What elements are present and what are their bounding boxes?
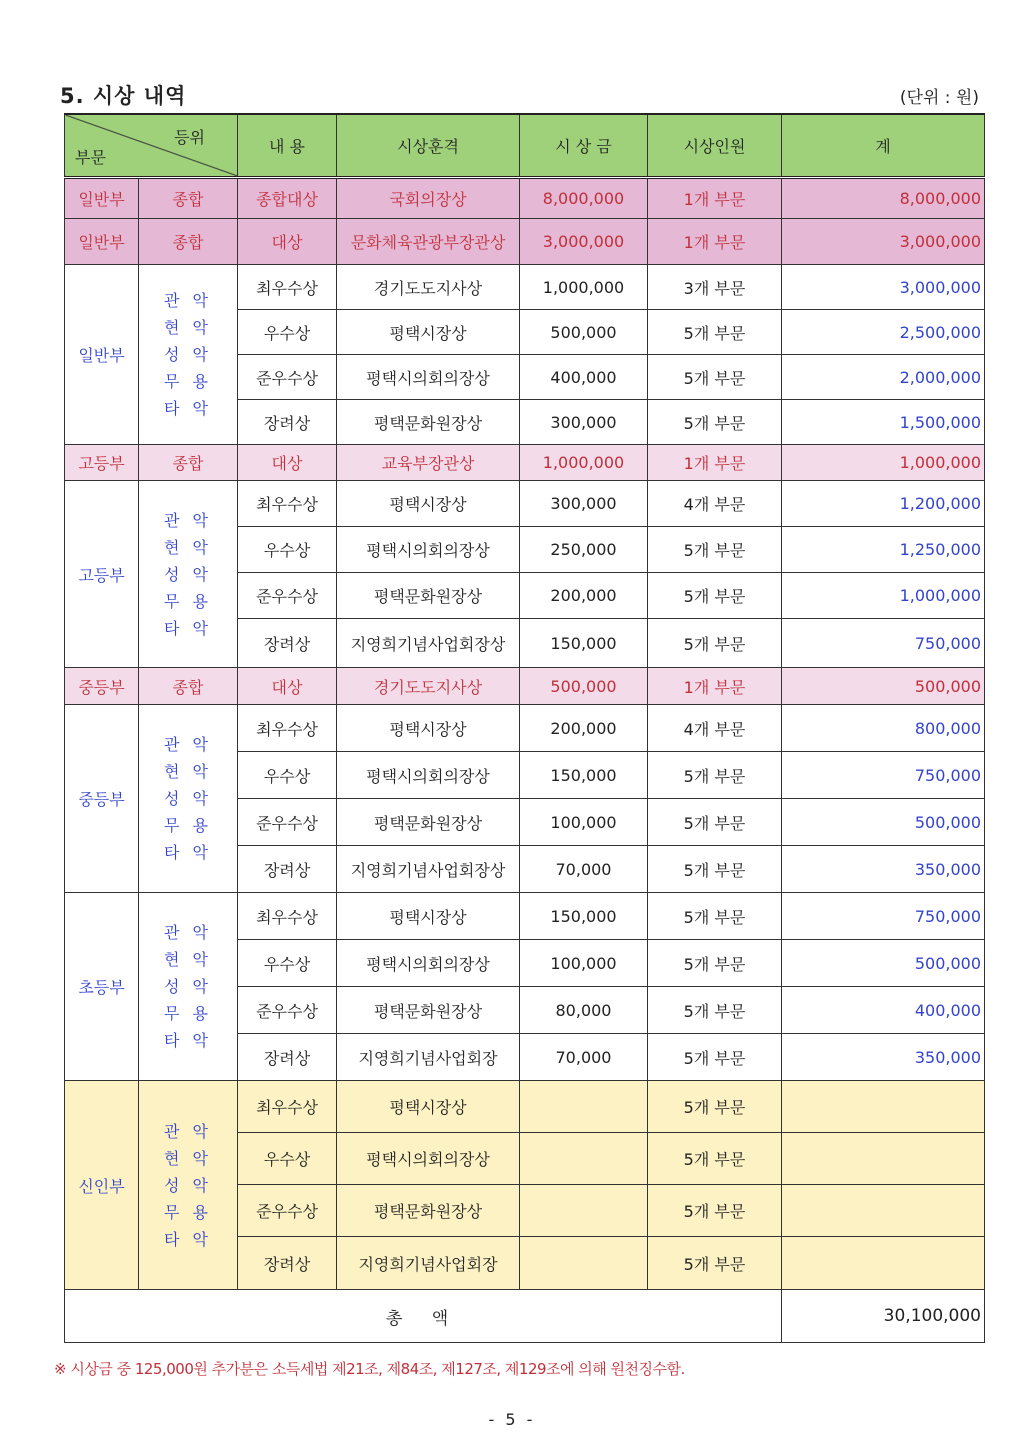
footnote: ※ 시상금 중 125,000원 추가분은 소득세법 제21조, 제84조, 제127조, 제129조에 의해 원천징수함. <box>54 1360 685 1378</box>
award-cell: 경기도도지사상 <box>337 668 520 705</box>
table-row <box>65 445 985 481</box>
division-cell: 일반부 <box>65 265 139 445</box>
subject-item: 현 악 <box>164 318 212 337</box>
count-cell: 1개 부문 <box>648 178 782 219</box>
awards-table <box>64 113 985 1343</box>
total-cell: 2,000,000 <box>782 355 985 400</box>
division-cell: 일반부 <box>65 219 139 265</box>
prize-cell: 150,000 <box>520 893 648 940</box>
header-total: 계 <box>782 114 985 178</box>
count-cell: 5개 부문 <box>648 799 782 846</box>
subjects-cell <box>139 705 238 893</box>
prize-cell: 250,000 <box>520 527 648 573</box>
content-cell: 장려상 <box>238 846 337 893</box>
count-cell: 1개 부문 <box>648 219 782 265</box>
award-cell: 평택시장상 <box>337 893 520 940</box>
subject-item: 무 용 <box>164 372 212 391</box>
subject-item: 성 악 <box>164 977 212 996</box>
prize-cell <box>520 1237 648 1290</box>
award-cell: 평택시장상 <box>337 705 520 752</box>
content-cell: 준우수상 <box>238 573 337 619</box>
total-cell: 500,000 <box>782 799 985 846</box>
prize-cell: 150,000 <box>520 752 648 799</box>
count-cell: 5개 부문 <box>648 987 782 1034</box>
subject-item: 현 악 <box>164 950 212 969</box>
subjects-cell <box>139 893 238 1081</box>
header-content: 내 용 <box>238 114 337 178</box>
content-cell: 우수상 <box>238 527 337 573</box>
division-cell: 고등부 <box>65 481 139 668</box>
content-cell: 장려상 <box>238 1034 337 1081</box>
subject-item: 타 악 <box>164 1031 212 1050</box>
content-cell: 우수상 <box>238 1133 337 1185</box>
header-prize: 시 상 금 <box>520 114 648 178</box>
award-cell: 국회의장상 <box>337 178 520 219</box>
subject-item: 타 악 <box>164 618 212 638</box>
total-cell: 8,000,000 <box>782 178 985 219</box>
table-row <box>65 893 985 940</box>
header-grade: 등위 <box>174 128 205 147</box>
award-cell: 평택시의회의장상 <box>337 527 520 573</box>
subject-item: 관 악 <box>164 1121 212 1141</box>
total-cell: 750,000 <box>782 752 985 799</box>
header-grade-division <box>65 114 238 178</box>
content-cell: 최우수상 <box>238 481 337 527</box>
total-cell: 800,000 <box>782 705 985 752</box>
division-cell: 신인부 <box>65 1081 139 1290</box>
prize-cell: 1,000,000 <box>520 445 648 481</box>
content-cell: 장려상 <box>238 1237 337 1290</box>
total-cell: 500,000 <box>782 940 985 987</box>
header-award: 시상훈격 <box>337 114 520 178</box>
subject-item: 관 악 <box>164 735 212 754</box>
count-cell: 5개 부문 <box>648 1133 782 1185</box>
prize-cell: 200,000 <box>520 573 648 619</box>
prize-cell: 1,000,000 <box>520 265 648 310</box>
header-division: 부문 <box>75 148 106 167</box>
count-cell: 5개 부문 <box>648 310 782 355</box>
subject-item: 성 악 <box>164 789 212 808</box>
award-cell: 지영희기념사업회장 <box>337 1237 520 1290</box>
prize-cell: 70,000 <box>520 1034 648 1081</box>
content-cell: 최우수상 <box>238 705 337 752</box>
grade-cell: 종합 <box>139 668 238 705</box>
subject-item: 무 용 <box>164 1202 212 1222</box>
table-row <box>65 668 985 705</box>
table-row <box>65 265 985 310</box>
prize-cell: 500,000 <box>520 310 648 355</box>
award-cell: 평택시장상 <box>337 481 520 527</box>
count-cell: 5개 부문 <box>648 355 782 400</box>
prize-cell: 300,000 <box>520 400 648 445</box>
content-cell: 최우수상 <box>238 1081 337 1133</box>
content-cell: 우수상 <box>238 310 337 355</box>
grand-total-label: 총 액 <box>65 1290 782 1343</box>
total-cell: 1,200,000 <box>782 481 985 527</box>
content-cell: 준우수상 <box>238 799 337 846</box>
prize-cell: 8,000,000 <box>520 178 648 219</box>
total-cell: 400,000 <box>782 987 985 1034</box>
prize-cell: 300,000 <box>520 481 648 527</box>
count-cell: 5개 부문 <box>648 846 782 893</box>
award-cell: 평택시의회의장상 <box>337 940 520 987</box>
content-cell: 장려상 <box>238 619 337 668</box>
total-cell: 3,000,000 <box>782 219 985 265</box>
total-cell <box>782 1133 985 1185</box>
count-cell: 5개 부문 <box>648 1034 782 1081</box>
prize-cell <box>520 1185 648 1237</box>
award-cell: 지영희기념사업회장상 <box>337 619 520 668</box>
grade-cell: 종합 <box>139 178 238 219</box>
total-cell: 1,250,000 <box>782 527 985 573</box>
subject-item: 현 악 <box>164 762 212 781</box>
subject-item: 관 악 <box>164 923 212 942</box>
division-cell: 초등부 <box>65 893 139 1081</box>
subject-item: 성 악 <box>164 1175 212 1195</box>
division-cell: 일반부 <box>65 178 139 219</box>
count-cell: 5개 부문 <box>648 1081 782 1133</box>
total-cell: 350,000 <box>782 1034 985 1081</box>
grand-total-value: 30,100,000 <box>782 1290 985 1343</box>
count-cell: 5개 부문 <box>648 1237 782 1290</box>
award-cell: 평택시장상 <box>337 310 520 355</box>
prize-cell: 80,000 <box>520 987 648 1034</box>
award-cell: 문화체육관광부장관상 <box>337 219 520 265</box>
total-cell <box>782 1081 985 1133</box>
award-cell: 평택시장상 <box>337 1081 520 1133</box>
total-cell: 750,000 <box>782 893 985 940</box>
count-cell: 5개 부문 <box>648 573 782 619</box>
subject-item: 타 악 <box>164 399 212 418</box>
table-row <box>65 219 985 265</box>
award-cell: 평택문화원장상 <box>337 573 520 619</box>
division-cell: 중등부 <box>65 705 139 893</box>
prize-cell: 500,000 <box>520 668 648 705</box>
count-cell: 5개 부문 <box>648 1185 782 1237</box>
subject-item: 관 악 <box>164 510 212 530</box>
subjects-cell <box>139 1081 238 1290</box>
division-cell: 중등부 <box>65 668 139 705</box>
prize-cell: 100,000 <box>520 799 648 846</box>
table-row <box>65 705 985 752</box>
content-cell: 대상 <box>238 668 337 705</box>
total-cell: 1,500,000 <box>782 400 985 445</box>
grade-cell: 종합 <box>139 445 238 481</box>
content-cell: 대상 <box>238 219 337 265</box>
content-cell: 준우수상 <box>238 1185 337 1237</box>
grand-total-row <box>65 1290 985 1343</box>
section-title: 5. 시상 내역 <box>60 84 187 108</box>
content-cell: 최우수상 <box>238 893 337 940</box>
table-row <box>65 178 985 219</box>
count-cell: 4개 부문 <box>648 481 782 527</box>
content-cell: 준우수상 <box>238 355 337 400</box>
total-cell: 3,000,000 <box>782 265 985 310</box>
count-cell: 1개 부문 <box>648 445 782 481</box>
prize-cell <box>520 1133 648 1185</box>
content-cell: 우수상 <box>238 752 337 799</box>
subjects-cell <box>139 265 238 445</box>
subject-item: 무 용 <box>164 1004 212 1023</box>
total-cell: 1,000,000 <box>782 573 985 619</box>
award-cell: 평택문화원장상 <box>337 400 520 445</box>
content-cell: 종합대상 <box>238 178 337 219</box>
total-cell <box>782 1237 985 1290</box>
subject-item: 현 악 <box>164 1148 212 1168</box>
content-cell: 최우수상 <box>238 265 337 310</box>
total-cell: 750,000 <box>782 619 985 668</box>
count-cell: 5개 부문 <box>648 619 782 668</box>
total-cell: 500,000 <box>782 668 985 705</box>
subject-item: 성 악 <box>164 564 212 584</box>
count-cell: 5개 부문 <box>648 400 782 445</box>
subjects-cell <box>139 481 238 668</box>
subject-item: 관 악 <box>164 291 212 310</box>
award-cell: 평택문화원장상 <box>337 799 520 846</box>
prize-cell <box>520 1081 648 1133</box>
award-cell: 교육부장관상 <box>337 445 520 481</box>
award-cell: 평택문화원장상 <box>337 1185 520 1237</box>
prize-cell: 100,000 <box>520 940 648 987</box>
award-cell: 평택시의회의장상 <box>337 1133 520 1185</box>
count-cell: 5개 부문 <box>648 893 782 940</box>
subject-item: 타 악 <box>164 1229 212 1249</box>
subject-item: 타 악 <box>164 843 212 862</box>
header-count: 시상인원 <box>648 114 782 178</box>
total-cell: 2,500,000 <box>782 310 985 355</box>
award-cell: 평택문화원장상 <box>337 987 520 1034</box>
content-cell: 우수상 <box>238 940 337 987</box>
count-cell: 4개 부문 <box>648 705 782 752</box>
count-cell: 3개 부문 <box>648 265 782 310</box>
prize-cell: 150,000 <box>520 619 648 668</box>
unit-label: (단위 : 원) <box>899 88 979 108</box>
total-cell: 1,000,000 <box>782 445 985 481</box>
prize-cell: 70,000 <box>520 846 648 893</box>
prize-cell: 3,000,000 <box>520 219 648 265</box>
count-cell: 5개 부문 <box>648 940 782 987</box>
grade-cell: 종합 <box>139 219 238 265</box>
total-cell: 350,000 <box>782 846 985 893</box>
prize-cell: 400,000 <box>520 355 648 400</box>
award-cell: 경기도도지사상 <box>337 265 520 310</box>
award-cell: 지영희기념사업회장상 <box>337 846 520 893</box>
award-cell: 평택시의회의장상 <box>337 355 520 400</box>
count-cell: 1개 부문 <box>648 668 782 705</box>
content-cell: 준우수상 <box>238 987 337 1034</box>
table-row <box>65 1081 985 1133</box>
award-cell: 평택시의회의장상 <box>337 752 520 799</box>
subject-item: 무 용 <box>164 591 212 611</box>
total-cell <box>782 1185 985 1237</box>
prize-cell: 200,000 <box>520 705 648 752</box>
content-cell: 장려상 <box>238 400 337 445</box>
table-header-row <box>65 114 985 178</box>
award-cell: 지영희기념사업회장 <box>337 1034 520 1081</box>
content-cell: 대상 <box>238 445 337 481</box>
subject-item: 성 악 <box>164 345 212 364</box>
page-number: - 5 - <box>488 1410 536 1429</box>
count-cell: 5개 부문 <box>648 527 782 573</box>
division-cell: 고등부 <box>65 445 139 481</box>
subject-item: 무 용 <box>164 816 212 835</box>
subject-item: 현 악 <box>164 537 212 557</box>
count-cell: 5개 부문 <box>648 752 782 799</box>
table-row <box>65 481 985 527</box>
